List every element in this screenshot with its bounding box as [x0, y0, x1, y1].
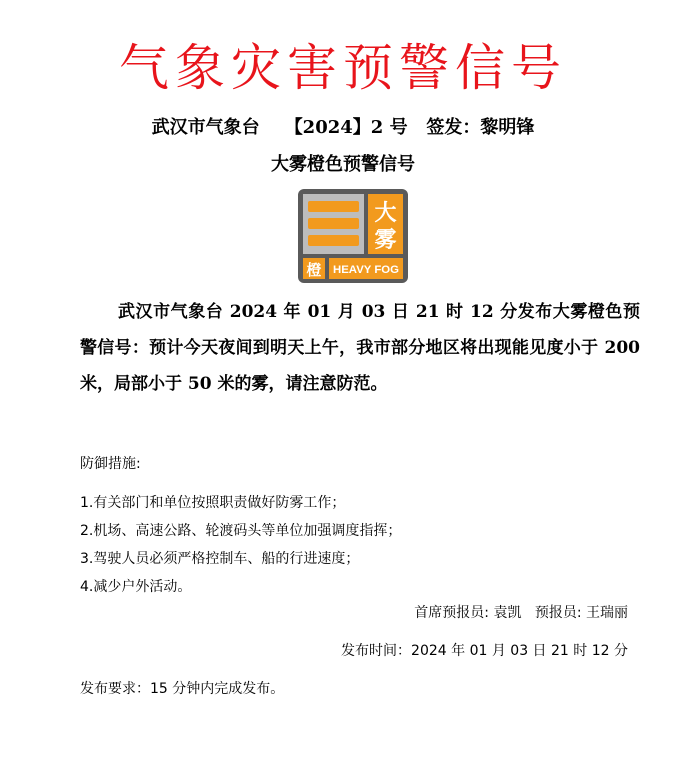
- publish-time: 发布时间：2024 年 01 月 03 日 21 时 12 分: [341, 643, 628, 659]
- icon-char-top: 大: [374, 201, 397, 226]
- forecasters: [414, 602, 628, 624]
- icon-level-char: 橙: [306, 261, 322, 279]
- icon-caption: HEAVY FOG: [333, 264, 399, 276]
- heavy-fog-orange-icon: [298, 189, 408, 283]
- forecaster: 预报员: 王瑞丽: [534, 605, 628, 621]
- measure-item: 2.机场、高速公路、轮渡码头等单位加强调度指挥；: [80, 523, 402, 539]
- measures-heading: 防御措施:: [80, 456, 141, 472]
- icon-char-bottom: 雾: [374, 228, 397, 253]
- measure-item: 1.有关部门和单位按照职责做好防雾工作；: [80, 495, 346, 511]
- chief-forecaster: 首席预报员: 袁凯: [414, 605, 522, 621]
- document-title: 气象灾害预警信号: [119, 39, 567, 97]
- issuer-line: [0, 114, 686, 142]
- fog-bar-bottom: [308, 235, 359, 246]
- fog-bar-middle: [308, 218, 359, 229]
- signal-name: 大雾橙色预警信号: [271, 154, 415, 175]
- publish-requirement: 发布要求：15 分钟内完成发布。: [80, 681, 285, 697]
- fog-bar-top: [308, 201, 359, 212]
- issue-number: 【2024】2 号: [284, 117, 408, 138]
- measures-list: [80, 489, 401, 601]
- warning-body: 武汉市气象台 2024 年 01 月 03 日 21 时 12 分发布大雾橙色预警信号：预计今天夜间到明天上午，我市部分地区将出现能见度小于 200 米，局部小于 50 米的雾，请注意防范。: [80, 302, 640, 394]
- measure-item: 3.驾驶人员必须严格控制车、船的行进速度；: [80, 551, 360, 567]
- issuer: 武汉市气象台: [151, 117, 260, 138]
- signer: 签发：黎明锋: [426, 117, 535, 138]
- measure-item: 4.减少户外活动。: [80, 579, 192, 595]
